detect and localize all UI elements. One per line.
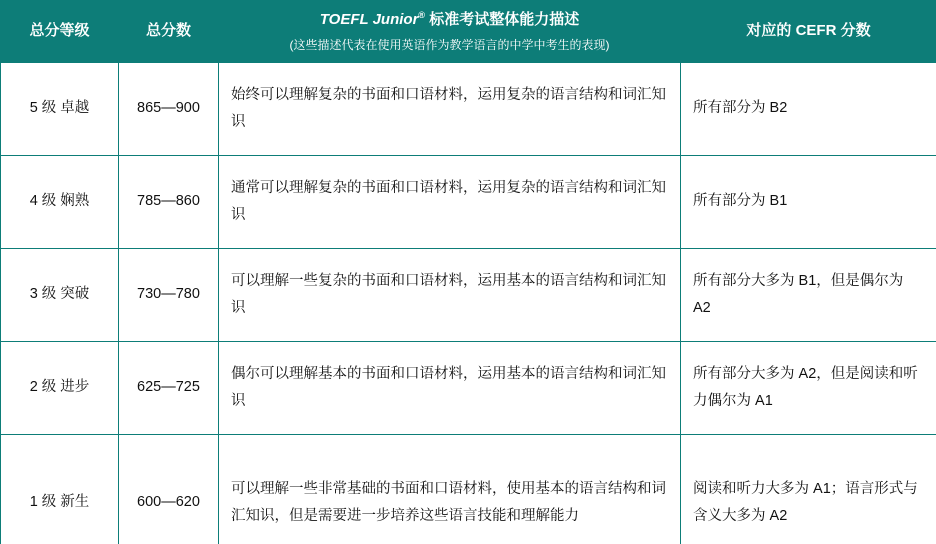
table-row bbox=[1, 62, 936, 155]
cell-description: 始终可以理解复杂的书面和口语材料，运用复杂的语言结构和词汇知识 bbox=[219, 62, 681, 155]
cell-level: 1 级 新生 bbox=[1, 434, 119, 544]
cell-level: 4 级 娴熟 bbox=[1, 155, 119, 248]
cell-cefr: 阅读和听力大多为 A1；语言形式与含义大多为 A2 bbox=[681, 434, 936, 544]
table-row bbox=[1, 248, 936, 341]
cell-description: 可以理解一些非常基础的书面和口语材料，使用基本的语言结构和词汇知识，但是需要进一步培养这些语言技能和理解能力 bbox=[219, 434, 681, 544]
cell-description: 可以理解一些复杂的书面和口语材料，运用基本的语言结构和词汇知识 bbox=[219, 248, 681, 341]
column-header-description-main bbox=[229, 9, 670, 32]
table-header bbox=[1, 1, 936, 63]
cell-score: 730—780 bbox=[119, 248, 219, 341]
cell-cefr: 所有部分大多为 B1，但是偶尔为 A2 bbox=[681, 248, 936, 341]
table-row bbox=[1, 341, 936, 434]
cell-score: 865—900 bbox=[119, 62, 219, 155]
table-row bbox=[1, 155, 936, 248]
column-header-level: 总分等级 bbox=[1, 1, 119, 63]
cell-score: 625—725 bbox=[119, 341, 219, 434]
cell-score: 600—620 bbox=[119, 434, 219, 544]
column-header-description-note: (这些描述代表在使用英语作为教学语言的中学中考生的表现) bbox=[289, 37, 610, 52]
cell-cefr: 所有部分为 B1 bbox=[681, 155, 936, 248]
cell-description: 通常可以理解复杂的书面和口语材料，运用复杂的语言结构和词汇知识 bbox=[219, 155, 681, 248]
cell-cefr: 所有部分为 B2 bbox=[681, 62, 936, 155]
column-header-description-rest: 标准考试整体能力描述 bbox=[425, 11, 580, 28]
cell-level: 3 级 突破 bbox=[1, 248, 119, 341]
cell-description: 偶尔可以理解基本的书面和口语材料，运用基本的语言结构和词汇知识 bbox=[219, 341, 681, 434]
table-row bbox=[1, 434, 936, 544]
column-header-cefr: 对应的 CEFR 分数 bbox=[681, 1, 936, 63]
cell-score: 785—860 bbox=[119, 155, 219, 248]
column-header-description bbox=[219, 1, 681, 63]
column-header-score: 总分数 bbox=[119, 1, 219, 63]
registered-trademark-icon: ® bbox=[418, 10, 426, 20]
cell-cefr: 所有部分大多为 A2，但是阅读和听力偶尔为 A1 bbox=[681, 341, 936, 434]
cell-level: 2 级 进步 bbox=[1, 341, 119, 434]
cell-level: 5 级 卓越 bbox=[1, 62, 119, 155]
table-body bbox=[1, 62, 936, 544]
table-header-row bbox=[1, 1, 936, 63]
column-header-description-brand: TOEFL Junior bbox=[319, 11, 419, 28]
